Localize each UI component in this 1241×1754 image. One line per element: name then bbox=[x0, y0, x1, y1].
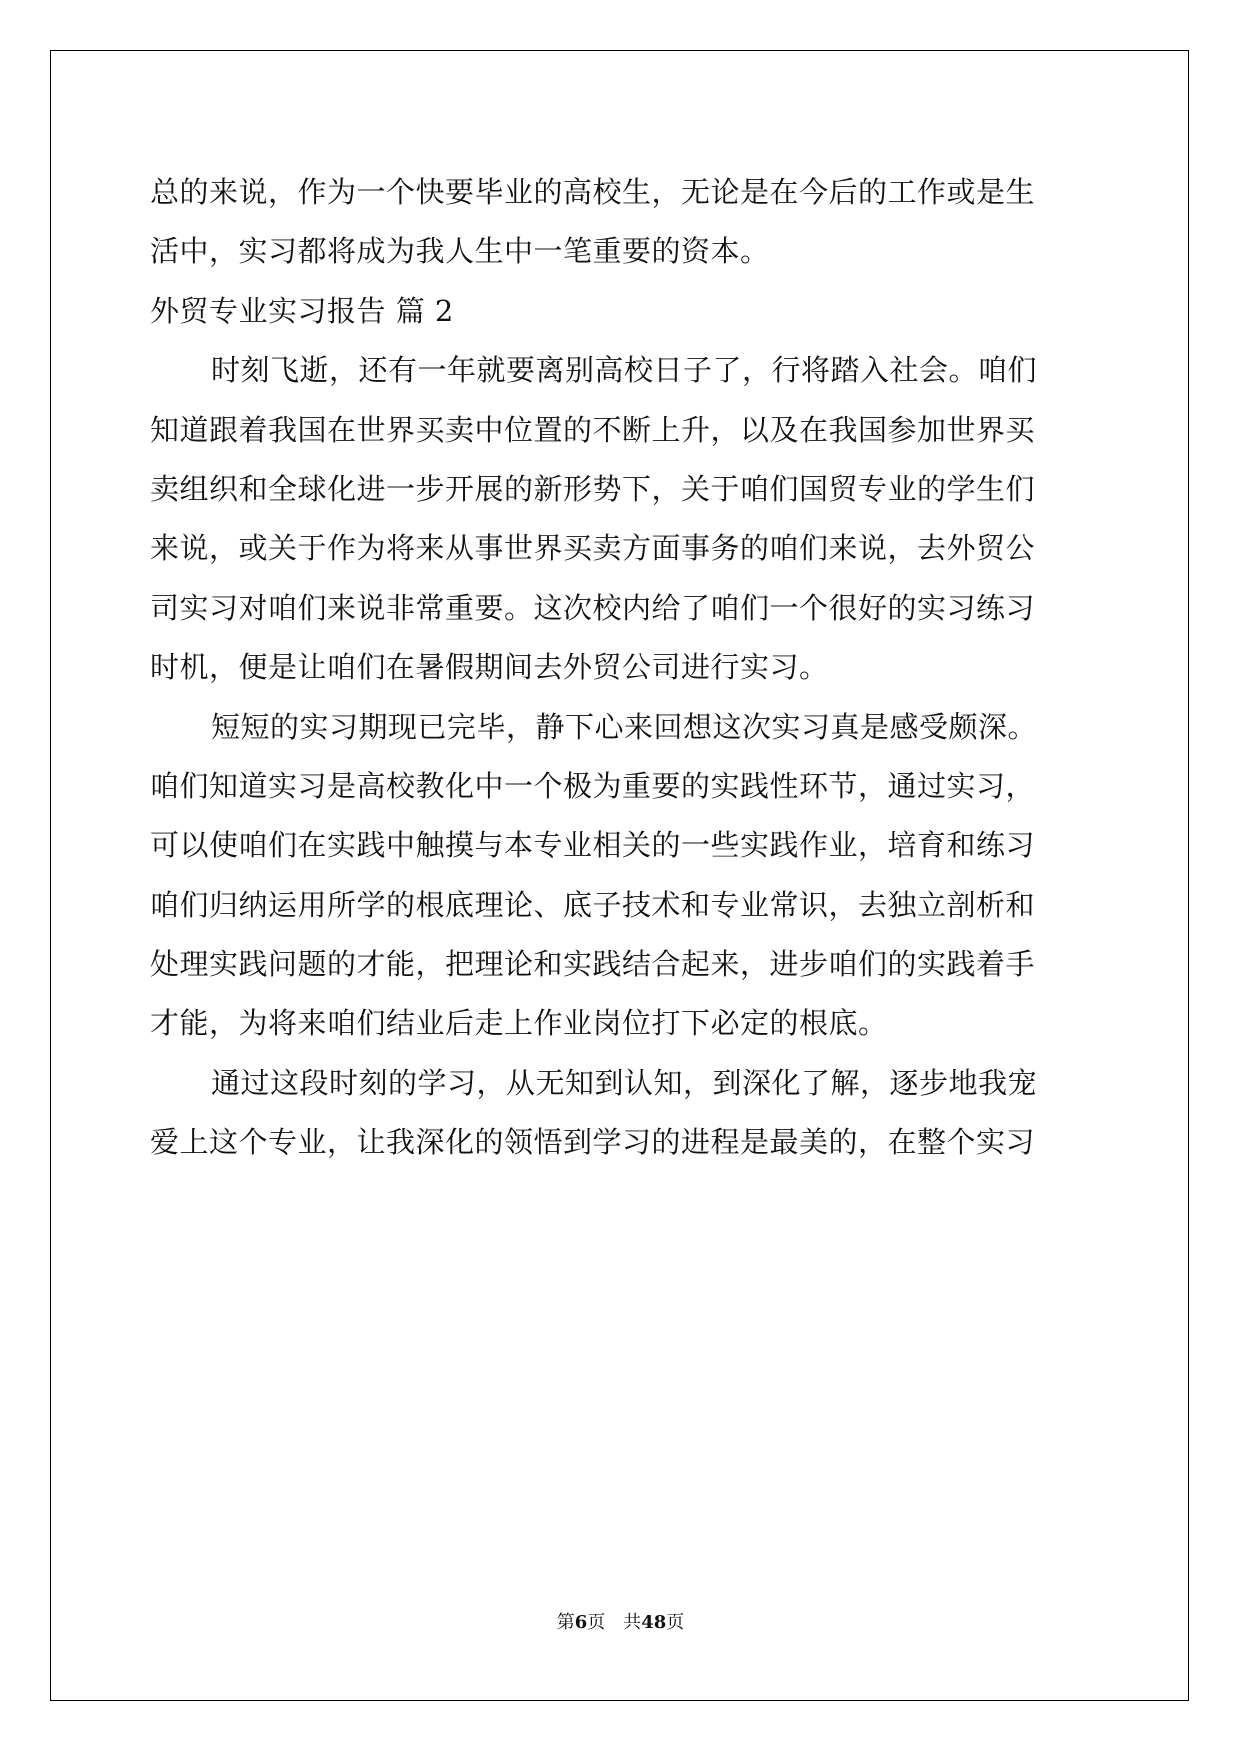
text-line: 咱们归纳运用所学的根底理论、底子技术和专业常识，去独立剖析和 bbox=[150, 887, 1036, 922]
text-line: 知道跟着我国在世界买卖中位置的不断上升，以及在我国参加世界买 bbox=[150, 412, 1036, 447]
text-line: 处理实践问题的才能，把理论和实践结合起来，进步咱们的实践着手 bbox=[150, 947, 1036, 982]
text-line: 咱们知道实习是高校教化中一个极为重要的实践性环节，通过实习， bbox=[150, 768, 1036, 803]
text-line: 卖组织和全球化进一步开展的新形势下，关于咱们国贸专业的学生们 bbox=[150, 471, 1036, 506]
text-line: 活中，实习都将成为我人生中一笔重要的资本。 bbox=[150, 234, 770, 269]
footer-page-suffix: 页 bbox=[666, 1612, 685, 1633]
text-line: 短短的实习期现已完毕，静下心来回想这次实习真是感受颇深。 bbox=[211, 709, 1038, 744]
text-line: 才能，为将来咱们结业后走上作业岗位打下必定的根底。 bbox=[150, 1006, 888, 1041]
text-line: 总的来说，作为一个快要毕业的高校生，无论是在今后的工作或是生 bbox=[150, 175, 1036, 209]
footer-total-pages: 48 bbox=[641, 1612, 667, 1633]
text-line: 来说，或关于作为将来从事世界买卖方面事务的咱们来说，去外贸公 bbox=[150, 531, 1036, 566]
section-heading: 外贸专业实习报告 篇 2 bbox=[150, 293, 454, 328]
page-footer bbox=[0, 1608, 1241, 1634]
text-line: 可以使咱们在实践中触摸与本专业相关的一些实践作业，培育和练习 bbox=[150, 828, 1036, 863]
text-line: 爱上这个专业，让我深化的领悟到学习的进程是最美的，在整个实习 bbox=[150, 1125, 1036, 1160]
text-line: 通过这段时刻的学习，从无知到认知，到深化了解，逐步地我宠 bbox=[211, 1065, 1038, 1100]
text-line: 司实习对咱们来说非常重要。这次校内给了咱们一个很好的实习练习 bbox=[150, 590, 1036, 625]
footer-page-number: 6 bbox=[574, 1612, 588, 1633]
footer-page-mid: 页 共 bbox=[587, 1612, 642, 1633]
document-body bbox=[150, 163, 1096, 1173]
text-line: 时机，便是让咱们在暑假期间去外贸公司进行实习。 bbox=[150, 650, 829, 685]
footer-page-prefix: 第 bbox=[556, 1612, 575, 1633]
text-line: 时刻飞逝，还有一年就要离别高校日子了，行将踏入社会。咱们 bbox=[211, 353, 1038, 388]
